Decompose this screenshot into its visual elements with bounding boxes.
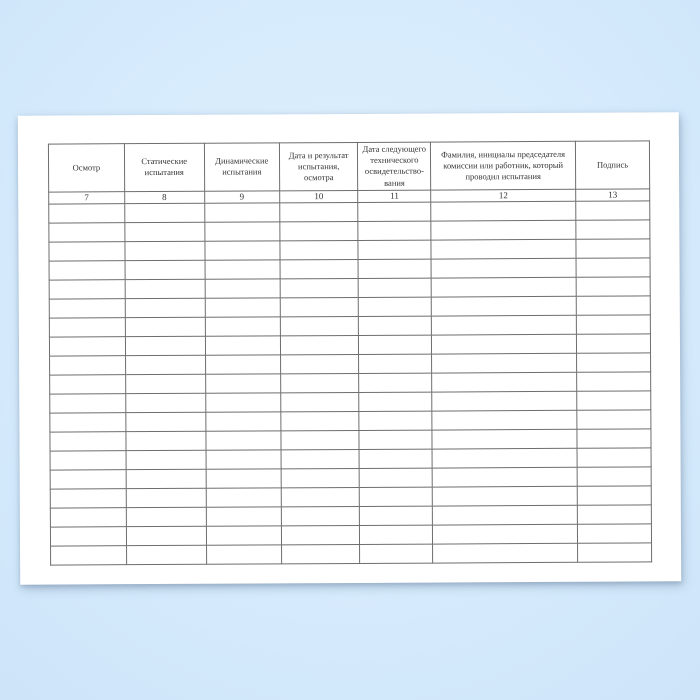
empty-cell [126,488,206,507]
header-cell-static-tests: Статические испытания [124,143,204,191]
empty-cell [206,450,281,469]
empty-cell [360,544,433,563]
empty-cell [359,373,432,392]
empty-cell [577,410,651,429]
empty-cell [576,315,650,334]
empty-cell [576,201,650,220]
empty-rows [49,201,652,565]
empty-cell [51,546,127,565]
empty-cell [50,356,126,375]
empty-cell [576,277,650,296]
column-number: 7 [49,192,125,204]
column-number: 10 [279,190,358,202]
empty-cell [358,221,431,240]
empty-cell [432,486,577,506]
empty-cell [578,543,652,562]
empty-cell [577,372,651,391]
empty-cell [206,488,281,507]
empty-cell [125,241,205,260]
empty-cell [205,241,280,260]
empty-cell [577,353,651,372]
header-cell-next-date: Дата следующего технического освидетельство-вания [358,142,431,190]
empty-cell [205,317,280,336]
empty-cell [577,448,651,467]
empty-cell [50,394,126,413]
empty-cell [360,449,433,468]
empty-cell [204,222,279,241]
empty-cell [281,487,360,506]
empty-cell [577,467,651,486]
empty-cell [125,355,205,374]
empty-cell [280,297,359,316]
empty-cell [126,469,206,488]
inspection-log-table [48,140,652,565]
column-number: 9 [204,191,279,203]
paper-sheet [18,112,681,584]
empty-cell [49,223,125,242]
empty-cell [125,222,205,241]
empty-cell [125,298,205,317]
empty-cell [205,374,280,393]
empty-cell [576,334,650,353]
empty-cell [50,375,126,394]
empty-cell [281,525,360,544]
empty-cell [576,296,650,315]
table-row [51,543,652,565]
empty-cell [433,505,578,525]
empty-cell [50,432,126,451]
empty-cell [125,317,205,336]
empty-cell [280,373,359,392]
empty-cell [432,429,577,449]
empty-cell [577,524,651,543]
table-header [48,141,649,204]
empty-cell [49,261,125,280]
empty-cell [358,240,431,259]
column-number: 12 [431,189,576,202]
empty-cell [50,413,126,432]
empty-cell [125,260,205,279]
empty-cell [431,220,576,240]
empty-cell [124,203,204,222]
empty-cell [126,507,206,526]
empty-cell [206,507,281,526]
empty-cell [126,545,206,564]
empty-cell [281,430,360,449]
empty-cell [49,242,125,261]
empty-cell [50,489,126,508]
empty-cell [360,487,433,506]
empty-cell [360,525,433,544]
empty-cell [204,203,279,222]
empty-cell [359,392,432,411]
header-cell-date-result: Дата и результат испытания, осмотра [279,142,358,190]
empty-cell [206,526,281,545]
empty-cell [431,277,576,297]
empty-cell [50,508,126,527]
column-number: 11 [358,190,431,202]
empty-cell [281,411,360,430]
empty-cell [433,524,578,544]
empty-cell [280,259,359,278]
empty-cell [577,429,651,448]
empty-cell [205,412,280,431]
empty-cell [359,430,432,449]
empty-cell [280,335,359,354]
empty-cell [205,279,280,298]
empty-cell [576,220,650,239]
empty-cell [358,202,431,221]
empty-cell [281,506,360,525]
empty-cell [432,353,577,373]
empty-cell [126,431,206,450]
empty-cell [50,451,126,470]
empty-cell [432,448,577,468]
empty-cell [49,318,125,337]
empty-cell [206,431,281,450]
empty-cell [431,239,576,259]
empty-cell [280,392,359,411]
empty-cell [432,410,577,430]
empty-cell [206,469,281,488]
empty-cell [205,336,280,355]
empty-cell [280,202,359,221]
empty-cell [280,316,359,335]
empty-cell [432,391,577,411]
empty-cell [360,506,433,525]
empty-cell [126,526,206,545]
empty-cell [205,393,280,412]
empty-cell [126,412,206,431]
empty-cell [281,449,360,468]
empty-cell [431,258,576,278]
empty-cell [577,505,651,524]
empty-cell [125,279,205,298]
empty-cell [280,278,359,297]
header-cell-signature: Подпись [575,141,649,189]
empty-cell [359,411,432,430]
empty-cell [432,334,577,354]
empty-cell [359,297,432,316]
empty-cell [359,316,432,335]
column-number: 8 [124,191,204,203]
empty-cell [359,335,432,354]
empty-cell [50,527,126,546]
empty-cell [49,280,125,299]
empty-cell [281,468,360,487]
header-row [48,141,649,192]
empty-cell [433,543,578,563]
empty-cell [576,239,650,258]
empty-cell [125,374,205,393]
empty-cell [359,354,432,373]
empty-cell [280,221,359,240]
empty-cell [432,372,577,392]
header-cell-dynamic-tests: Динамические испытания [204,143,279,191]
empty-cell [49,299,125,318]
empty-cell [576,258,650,277]
empty-cell [280,240,359,259]
empty-cell [49,204,125,223]
empty-cell [431,296,576,316]
empty-cell [126,450,206,469]
empty-cell [577,486,651,505]
empty-cell [125,393,205,412]
empty-cell [431,201,576,221]
empty-cell [432,467,577,487]
empty-cell [125,336,205,355]
empty-cell [49,337,125,356]
empty-cell [359,278,432,297]
empty-cell [577,391,651,410]
header-cell-name-initials: Фамилия, инициалы председателя комиссии или работник, который проводил испытания [431,141,576,190]
empty-cell [280,354,359,373]
empty-cell [205,260,280,279]
empty-cell [205,355,280,374]
empty-cell [281,544,360,563]
empty-cell [360,468,433,487]
empty-cell [205,298,280,317]
empty-cell [206,545,281,564]
header-cell-osmotr: Осмотр [48,144,124,192]
column-number: 13 [576,189,650,201]
empty-cell [50,470,126,489]
empty-cell [432,315,577,335]
empty-cell [359,259,432,278]
